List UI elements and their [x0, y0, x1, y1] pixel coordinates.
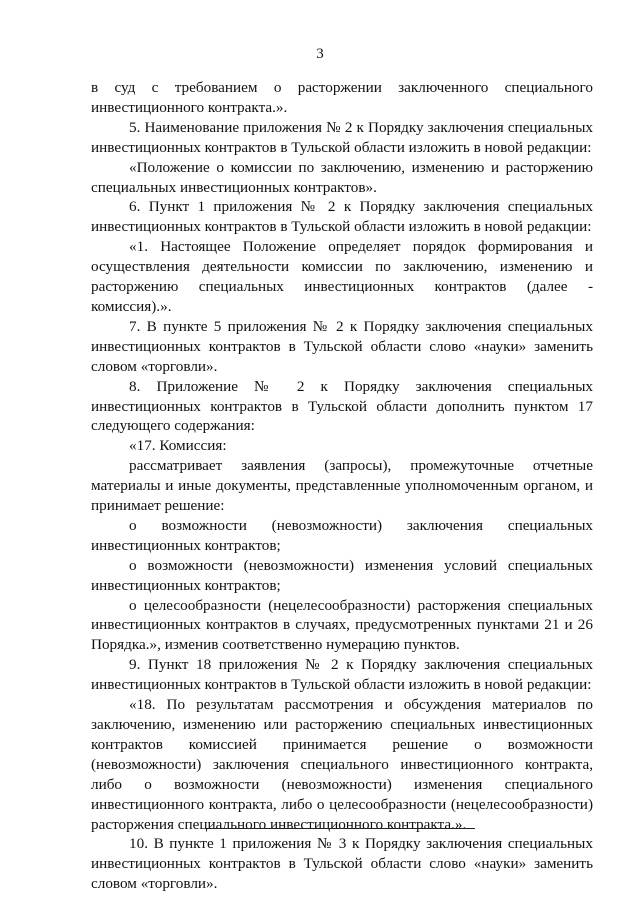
paragraph-item-5: 5. Наименование приложения № 2 к Порядку заключения специальных инвестиционных контрактов в Тульской области изложить в новой редакции: [91, 118, 593, 156]
paragraph-quote-18: «18. По результатам рассмотрения и обсуждения материалов по заключению, изменению или расторжению специальных инвестиционных контрактов комиссией принимается решение о возможности (невозможности) заключения специального инвестиционного контракта, либо о возможности (невозможности) изменения специального инвестиционного контракта, либо о целесообразности (нецелесообразности) расторжения специального инвестиционного контракта.». [91, 696, 593, 833]
paragraph-quote-17-text: рассматривает заявления (запросы), промежуточные отчетные материалы и иные документы, представленные уполномоченным органом, и принимает решение: [91, 457, 593, 515]
paragraph-quote-17-option-1: о возможности (невозможности) заключения специальных инвестиционных контрактов; [91, 516, 593, 554]
paragraph-quote-title: «Положение о комиссии по заключению, изменению и расторжению специальных инвестиционных контрактов». [91, 158, 593, 196]
paragraph-item-6: 6. Пункт 1 приложения № 2 к Порядку заключения специальных инвестиционных контрактов в Тульской области изложить в новой редакции: [91, 198, 593, 236]
paragraph-item-10: 10. В пункте 1 приложения № 3 к Порядку заключения специальных инвестиционных контрактов в Тульской области слово «науки» заменить словом «торговли». [91, 835, 593, 893]
document-body [91, 78, 593, 894]
paragraph-item-9: 9. Пункт 18 приложения № 2 к Порядку заключения специальных инвестиционных контрактов в Тульской области изложить в новой редакции: [91, 656, 593, 694]
page-number: 3 [316, 46, 324, 62]
paragraph-continuation: в суд с требованием о расторжении заключенного специального инвестиционного контракта.». [91, 79, 593, 116]
paragraph-item-8: 8. Приложение № 2 к Порядку заключения специальных инвестиционных контрактов в Тульской области дополнить пунктом 17 следующего содержания: [91, 377, 593, 435]
separator-line [205, 828, 475, 829]
paragraph-quote-1: «1. Настоящее Положение определяет порядок формирования и осуществления деятельности комиссии по заключению, изменению и расторжению специальных инвестиционных контрактов (далее - комиссия).». [91, 238, 593, 315]
paragraph-quote-17-option-2: о возможности (невозможности) изменения условий специальных инвестиционных контрактов; [91, 556, 593, 594]
paragraph-quote-17-heading: «17. Комиссия: [129, 437, 227, 455]
paragraph-quote-17-option-3: о целесообразности (нецелесообразности) расторжения специальных инвестиционных контрактов в случаях, предусмотренных пунктами 21 и 26 Порядка.», изменив соответственно нумерацию пунктов. [91, 596, 593, 654]
paragraph-item-7: 7. В пункте 5 приложения № 2 к Порядку заключения специальных инвестиционных контрактов в Тульской области слово «науки» заменить словом «торговли». [91, 317, 593, 375]
